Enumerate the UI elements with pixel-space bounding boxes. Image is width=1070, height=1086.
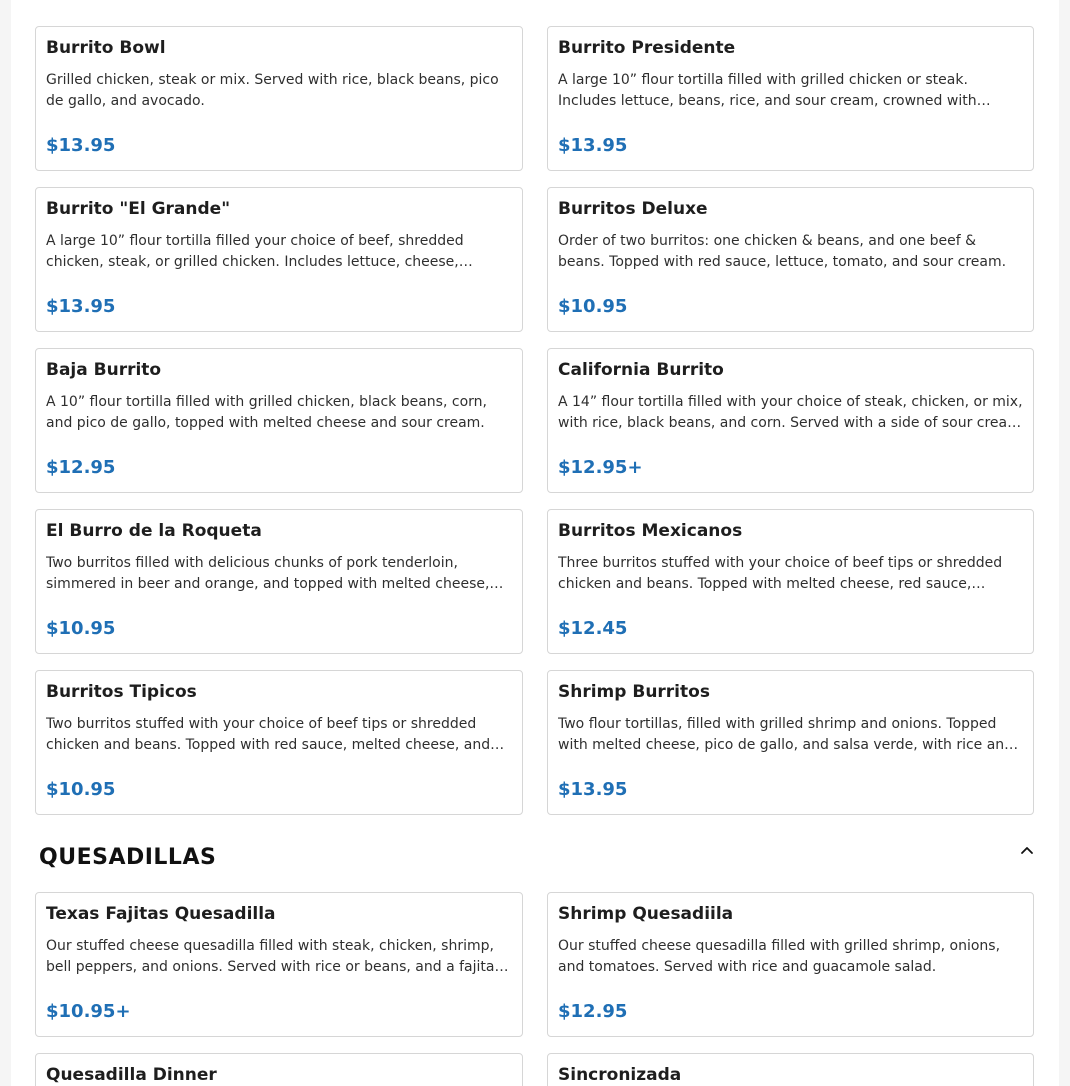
menu-item-description: Three burritos stuffed with your choice of beef tips or shredded chicken and beans. Topped with melted cheese, red sauce,… [558, 555, 1003, 592]
menu-item-card[interactable] [35, 1053, 523, 1086]
menu-item-name: Burrito Bowl [46, 38, 166, 58]
menu-item-name: Burritos Mexicanos [558, 521, 743, 541]
menu-item-price: $10.95 [46, 618, 116, 639]
menu-item-description: A 14” flour tortilla filled with your choice of steak, chicken, or mix, with rice, black beans, and corn. Served with a side of sour crea… [558, 394, 1023, 431]
menu-item-name: Quesadilla Dinner [46, 1065, 217, 1085]
menu-item-name: Burrito "El Grande" [46, 199, 231, 219]
menu-item-description: Our stuffed cheese quesadilla filled with steak, chicken, shrimp, bell peppers, and onions. Served with rice or beans, and a fajita… [46, 938, 509, 975]
menu-item-price: $12.95 [558, 1001, 628, 1022]
menu-item-card[interactable] [547, 509, 1034, 654]
menu-item-price: $12.95+ [558, 457, 643, 478]
collapse-section-button[interactable] [1016, 839, 1038, 861]
menu-item-card[interactable] [35, 26, 523, 171]
menu-item-name: Baja Burrito [46, 360, 162, 380]
menu-item-card[interactable] [35, 348, 523, 493]
menu-item-card[interactable] [547, 670, 1034, 815]
menu-item-name: California Burrito [558, 360, 724, 380]
menu-item-name: El Burro de la Roqueta [46, 521, 262, 541]
menu-item-price: $10.95 [46, 779, 116, 800]
menu-item-description: Our stuffed cheese quesadilla filled with grilled shrimp, onions, and tomatoes. Served with rice and guacamole salad. [558, 938, 1001, 975]
menu-item-name: Shrimp Burritos [558, 682, 710, 702]
menu-item-card[interactable] [547, 187, 1034, 332]
menu-item-description: Order of two burritos: one chicken & beans, and one beef & beans. Topped with red sauce, lettuce, tomato, and sour cream. [558, 233, 1007, 270]
menu-item-name: Burrito Presidente [558, 38, 736, 58]
menu-item-price: $12.95 [46, 457, 116, 478]
menu-item-card[interactable] [547, 26, 1034, 171]
menu-item-description: A large 10” flour tortilla filled with grilled chicken or steak. Includes lettuce, beans, rice, and sour cream, crowned with… [558, 72, 991, 109]
menu-item-description: Grilled chicken, steak or mix. Served with rice, black beans, pico de gallo, and avocado. [46, 72, 499, 109]
menu-item-description: A large 10” flour tortilla filled your choice of beef, shredded chicken, steak, or grilled chicken. Includes lettuce, cheese,… [46, 233, 473, 270]
menu-item-card[interactable] [35, 187, 523, 332]
menu-item-card[interactable] [35, 509, 523, 654]
menu-item-name: Texas Fajitas Quesadilla [46, 904, 276, 924]
menu-item-price: $10.95+ [46, 1001, 131, 1022]
quesadillas-item-grid [35, 892, 1034, 1086]
menu-item-price: $13.95 [558, 135, 628, 156]
menu-item-card[interactable] [35, 892, 523, 1037]
chevron-up-icon [1019, 842, 1035, 858]
menu-page [11, 0, 1059, 1086]
menu-item-description: Two burritos filled with delicious chunks of pork tenderloin, simmered in beer and orange, and topped with melted cheese,… [46, 555, 504, 592]
menu-item-card[interactable] [547, 1053, 1034, 1086]
menu-item-card[interactable] [547, 348, 1034, 493]
menu-item-name: Shrimp Quesadiila [558, 904, 734, 924]
menu-item-card[interactable] [547, 892, 1034, 1037]
menu-item-price: $10.95 [558, 296, 628, 317]
menu-item-card[interactable] [35, 670, 523, 815]
menu-item-price: $13.95 [558, 779, 628, 800]
burritos-item-grid [35, 26, 1034, 815]
menu-item-description: A 10” flour tortilla filled with grilled chicken, black beans, corn, and pico de gallo, topped with melted cheese and sour cream. [46, 394, 487, 431]
menu-item-price: $13.95 [46, 135, 116, 156]
menu-item-name: Burritos Deluxe [558, 199, 708, 219]
menu-item-name: Burritos Tipicos [46, 682, 197, 702]
menu-item-description: Two flour tortillas, filled with grilled shrimp and onions. Topped with melted cheese, pico de gallo, and salsa verde, with rice an… [558, 716, 1019, 753]
menu-item-price: $12.45 [558, 618, 628, 639]
quesadillas-section-header[interactable] [39, 840, 1034, 874]
section-title: QUESADILLAS [39, 844, 217, 870]
menu-item-price: $13.95 [46, 296, 116, 317]
menu-item-description: Two burritos stuffed with your choice of beef tips or shredded chicken and beans. Topped with red sauce, melted cheese, and… [46, 716, 505, 753]
menu-item-name: Sincronizada [558, 1065, 682, 1085]
